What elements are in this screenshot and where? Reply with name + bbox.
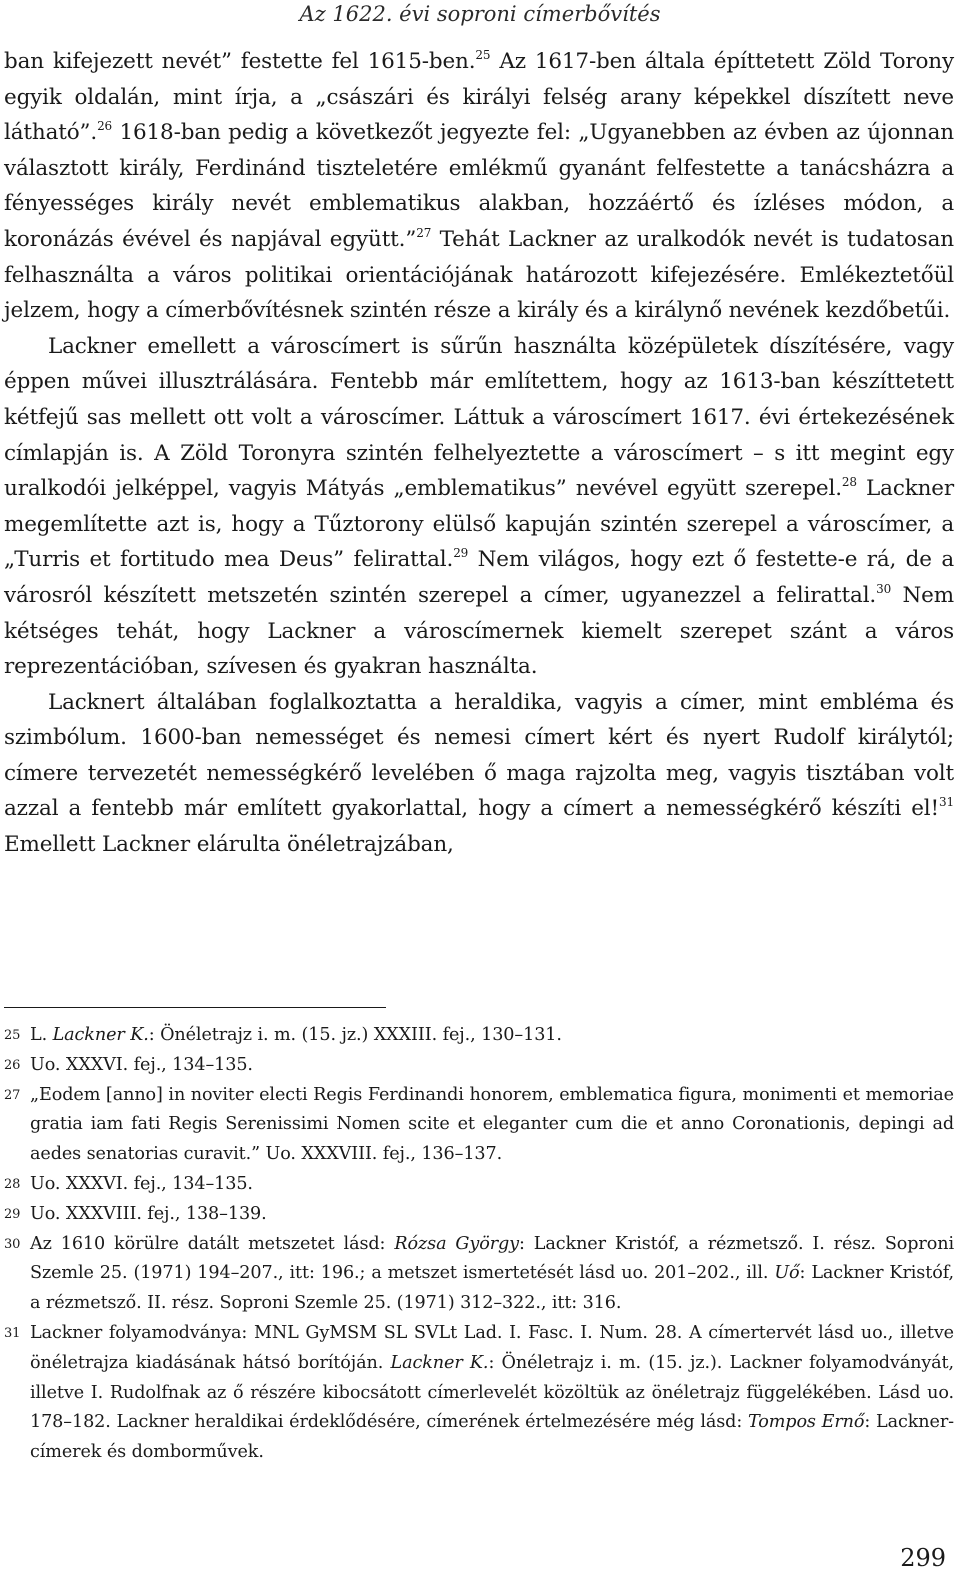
running-head: Az 1622. évi soproni címerbővítés [299,2,661,26]
paragraph-1: ban kifejezett nevét” festette fel 1615-ben.$^{25}$ Az 1617-ben általa építtetett Zöld Torony egyik oldalán, mint írja, a „császári és királyi felség arany képekkel díszített neve látható”.$^{26}$ 1618-ban pedig a következőt jegyezte fel: „Ugyanebben az évben az újonnan választott király, Ferdinánd tiszteletére emlékmű gyanánt felfestette a tanácsházra a fényességes király nevét emblematikus alakban, hozzáértő és ízléses módon, a koronázás évével és napjával együtt.”$^{27}$ Tehát Lackner az uralkodók nevét is tudatosan felhasználta a város politikai orientációjának határozott kifejezésére. Emlékeztetőül jelzem, hogy a címerbővítésnek szintén része a király és a királynő nevének kezdőbetűi. [4,48,954,324]
footnote-number: 31 [4,1325,21,1341]
paragraph-2: Lackner emellett a városcímert is sűrűn használta középületek díszítésére, vagy éppen művei illusztrálására. Fentebb már említettem, hogy az 1613-ban készíttetett kétfejű sas mellett ott volt a városcímer. Láttuk a városcímert 1617. évi értekezésének címlapján is. A Zöld Toronyra szintén felhelyeztette a városcímert – s itt megint egy uralkodói jelképpel, vagyis Mátyás „emblematikus” nevével együtt szerepel.$^{28}$ Lackner megemlítette azt is, hogy a Tűztorony elülső kapuján szintén szerepel a városcímer, a „Turris et fortitudo mea Deus” felirattal.$^{29}$ Nem világos, hogy ezt ő festette-e rá, de a városról készített metszetén szintén szerepel a címer, ugyanezzel a felirattal.$^{30}$ Nem kétséges tehát, hogy Lackner a városcímernek kiemelt szerepet szánt a város reprezentációban, szívesen és gyakran használta. [4,333,955,680]
footnote-number: 30 [4,1236,21,1252]
footnote-number: 26 [4,1057,21,1073]
page-number: 299 [900,1544,946,1572]
body-text [4,44,954,863]
footnote-ref-29[interactable]: 29 [453,546,469,561]
footnote-ref-27[interactable]: 27 [416,225,432,240]
footnote-number: 27 [4,1087,21,1103]
footnote-number: 29 [4,1206,21,1222]
footnote-ref-25[interactable]: 25 [475,48,491,62]
footnote-26: 26 Uo. XXXVI. fej., 134–135. [4,1051,954,1081]
footnote-number: 25 [4,1028,21,1043]
paragraph-3: Lacknert általában foglalkoztatta a heraldika, vagyis a címer, mint embléma és szimbólum. 1600-ban nemességet és nemesi címert kért és nyert Rudolf királytól; címere tervezetét nemességkérő levelében ő maga rajzolta meg, vagyis tisztában volt azzal a fentebb már említett gyakorlattal, hogy a címert a nemességkérő készíti el!$^{31}$ Emellett Lackner elárulta önéletrajzában, [4,689,954,858]
footnotes [4,1021,954,1468]
footnote-ref-30[interactable]: 30 [876,581,892,596]
footnote-28: 28 Uo. XXXVI. fej., 134–135. [4,1170,954,1200]
footnote-30: 30 Az 1610 körülre datált metszetet lásd: Rózsa György: Lackner Kristóf, a rézmetsző. I. rész. Soproni Szemle 25. (1971) 194–207., itt: 196.; a metszet ismertetését lásd uo. 201–202., ill. Uő: Lackner Kristóf, a rézmetsző. II. rész. Soproni Szemle 25. (1971) 312–322., itt: 316. [4,1230,954,1319]
footnote-29: 29 Uo. XXXVIII. fej., 138–139. [4,1200,954,1230]
footnote-31: 31 Lackner folyamodványa: MNL GyMSM SL SVLt Lad. I. Fasc. I. Num. 28. A címertervét lásd uo., illetve önéletrajza kiadásának hátsó borítóján. Lackner K.: Önéletrajz i. m. (15. jz.). Lackner folyamodványát, illetve I. Rudolfnak az ő részére kibocsátott címerlevelét közöltük az önéletrajz függelékében. Lásd uo. 178–182. Lackner heraldikai érdeklődésére, címerének értelmezésére még lásd: Tompos Ernő: Lackner-címerek és domborművek. [4,1319,954,1468]
footnote-27: 27 „Eodem [anno] in noviter electi Regis Ferdinandi honorem, emblematica figura, monimenti et memoriae gratia iam fati Regis Serenissimi Nomen scite et eleganter cum die et anno Coronationis, depingi ad aedes senatorias curavit.” Uo. XXXVIII. fej., 136–137. [4,1081,954,1170]
footnote-25: 25 L. Lackner K.: Önéletrajz i. m. (15. jz.) XXXIII. fej., 130–131. [4,1021,954,1051]
footnote-ref-28[interactable]: 28 [841,475,857,490]
footnote-ref-26[interactable]: 26 [97,119,113,134]
footnote-ref-31[interactable]: 31 [939,795,954,810]
footnote-separator [4,1007,386,1008]
footnote-number: 28 [4,1176,21,1192]
